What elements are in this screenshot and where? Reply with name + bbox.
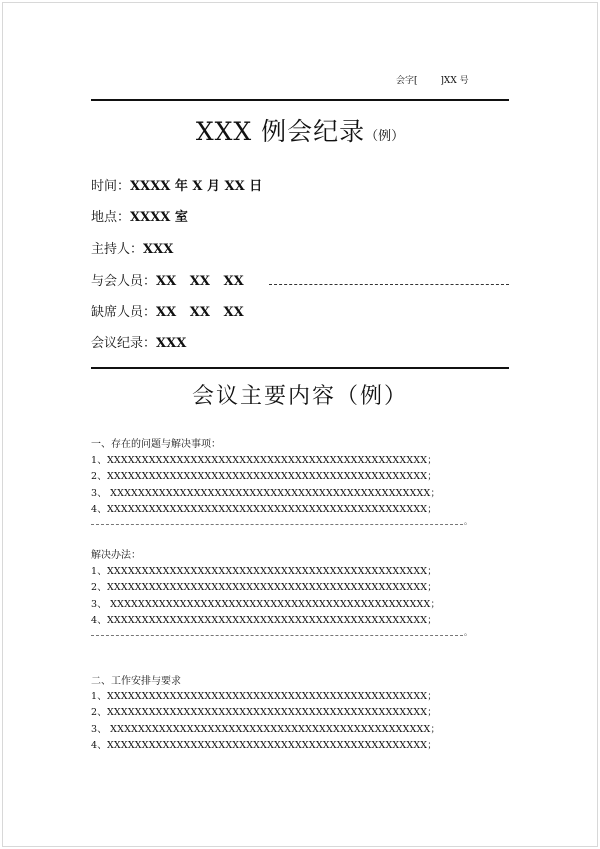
title-main: XXX 例会纪录 (195, 117, 366, 146)
list-item: 2、XXXXXXXXXXXXXXXXXXXXXXXXXXXXXXXXXXXXXXXXXXXXXX； (91, 471, 437, 482)
list-item: 4、XXXXXXXXXXXXXXXXXXXXXXXXXXXXXXXXXXXXXXXXXXXXXX； (91, 504, 437, 515)
info-time (91, 175, 262, 194)
absent-label: 缺席人员： (91, 305, 157, 320)
section-title: 会议主要内容（例） (191, 384, 408, 409)
page-title (0, 112, 600, 148)
info-recorder (91, 332, 186, 351)
solution-end-mark: 。 (464, 628, 472, 637)
list-item: 2、XXXXXXXXXXXXXXXXXXXXXXXXXXXXXXXXXXXXXXXXXXXXXX； (91, 582, 437, 593)
section2-heading: 二、工作安排与要求 (91, 676, 181, 687)
recorder-label: 会议纪录： (91, 336, 157, 351)
place-label: 地点： (91, 210, 131, 225)
section1-heading: 一、存在的问题与解决事项： (91, 439, 221, 450)
title-suffix: （例） (365, 129, 405, 144)
host-value: XXX (143, 242, 174, 257)
place-value: XXXX 室 (130, 210, 188, 225)
time-label: 时间： (91, 179, 131, 194)
recorder-value: XXX (156, 336, 187, 351)
section1-dashed-line (91, 524, 463, 525)
list-item: 1、XXXXXXXXXXXXXXXXXXXXXXXXXXXXXXXXXXXXXXXXXXXXXX； (91, 566, 437, 577)
list-item: 2、XXXXXXXXXXXXXXXXXXXXXXXXXXXXXXXXXXXXXXXXXXXXXX； (91, 707, 437, 718)
list-item: 3、 XXXXXXXXXXXXXXXXXXXXXXXXXXXXXXXXXXXXXXXXXXXXXX； (91, 488, 441, 499)
host-label: 主持人： (91, 242, 144, 257)
solution-dashed-line (91, 635, 463, 636)
attendees-dashed-line (269, 284, 509, 285)
time-value: XXXX 年 X 月 XX 日 (130, 179, 263, 194)
middle-rule (91, 367, 509, 369)
solution-heading: 解决办法： (91, 550, 141, 561)
list-item: 3、 XXXXXXXXXXXXXXXXXXXXXXXXXXXXXXXXXXXXXXXXXXXXXX； (91, 724, 441, 735)
list-item: 1、XXXXXXXXXXXXXXXXXXXXXXXXXXXXXXXXXXXXXXXXXXXXXX； (91, 691, 437, 702)
list-item: 4、XXXXXXXXXXXXXXXXXXXXXXXXXXXXXXXXXXXXXXXXXXXXXX； (91, 615, 437, 626)
list-item: 1、XXXXXXXXXXXXXXXXXXXXXXXXXXXXXXXXXXXXXXXXXXXXXX； (91, 455, 437, 466)
info-absent (91, 301, 244, 320)
section1-end-mark: 。 (464, 517, 472, 526)
document-number: 会字[ ]XX 号 (396, 76, 469, 86)
info-host (91, 238, 173, 257)
info-attendees (91, 270, 244, 289)
list-item: 3、 XXXXXXXXXXXXXXXXXXXXXXXXXXXXXXXXXXXXXXXXXXXXXX； (91, 599, 441, 610)
attendees-label: 与会人员： (91, 274, 157, 289)
info-place (91, 206, 188, 225)
list-item: 4、XXXXXXXXXXXXXXXXXXXXXXXXXXXXXXXXXXXXXXXXXXXXXX； (91, 740, 437, 751)
absent-value: XX XX XX (156, 305, 244, 320)
top-rule (91, 99, 509, 101)
attendees-value: XX XX XX (156, 274, 244, 289)
